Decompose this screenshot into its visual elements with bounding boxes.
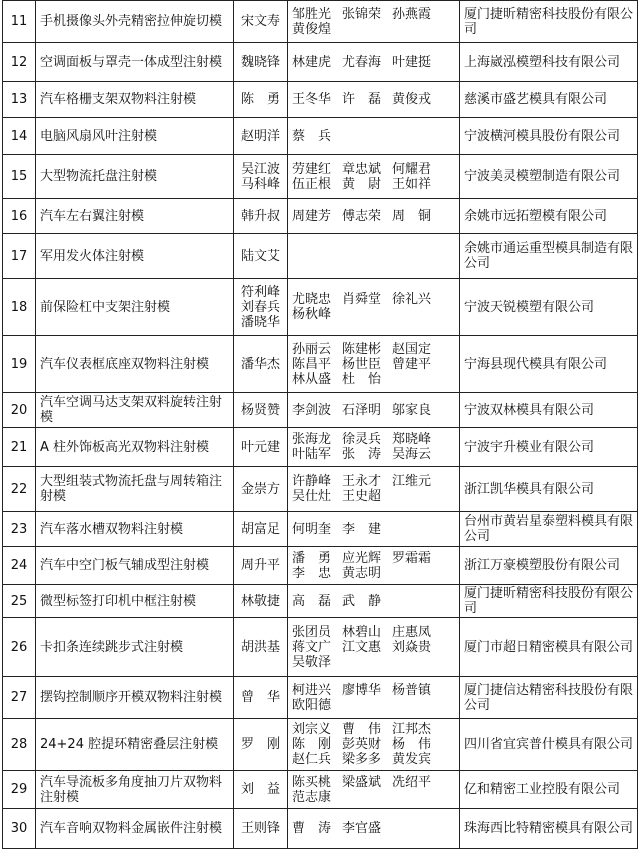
company-name: 宁波双林模具有限公司	[460, 393, 638, 428]
company-name: 四川省宜宾普什模具有限公司	[460, 719, 638, 771]
company-name: 宁波天锐模塑有限公司	[460, 279, 638, 336]
member-name: 武 静	[342, 593, 382, 609]
leader-name: 韩升叔	[240, 208, 280, 224]
table-row	[3, 771, 638, 809]
member-line	[292, 292, 455, 307]
team-members	[288, 512, 460, 547]
project-name: 大型物流托盘注射模	[36, 155, 234, 199]
member-name: 应光辉	[342, 550, 382, 566]
member-line	[292, 55, 455, 70]
project-name: 汽车空调马达支架双料旋转注射模	[36, 393, 234, 428]
team-members	[288, 1, 460, 43]
table-row	[3, 118, 638, 155]
member-name: 庄惠凤	[392, 624, 432, 640]
member-name: 赵国定	[392, 341, 432, 357]
member-name: 江邦杰	[392, 722, 432, 737]
member-name: 张团员	[292, 624, 332, 640]
member-name: 劳建红	[292, 161, 332, 177]
member-line	[292, 177, 455, 192]
member-name: 叶建挺	[392, 54, 432, 70]
member-name: 欧阳德	[292, 697, 332, 713]
project-name: A 柱外饰板高光双物料注射模	[36, 428, 234, 467]
member-name: 刘焱贵	[392, 639, 432, 655]
member-name: 陈买桃	[292, 774, 332, 790]
member-line	[292, 92, 455, 107]
company-name: 珠海西比特精密模具有限公司	[460, 809, 638, 849]
leader-name: 符利峰	[240, 284, 280, 300]
member-line	[292, 594, 455, 609]
project-name: 大型组装式物流托盘与周转箱注射模	[36, 467, 234, 512]
company-name: 余姚市通运重型模具制造有限公司	[460, 234, 638, 279]
project-name: 汽车落水槽双物料注射模	[36, 512, 234, 547]
member-line	[292, 640, 455, 655]
member-name: 徐灵兵	[342, 432, 382, 447]
table-row	[3, 82, 638, 118]
project-name: 前保险杠中支架注射模	[36, 279, 234, 336]
leader-name: 刘 益	[240, 782, 280, 797]
project-leaders	[234, 547, 288, 585]
leader-name: 叶元建	[240, 439, 280, 455]
member-name: 张 涛	[342, 447, 382, 462]
team-members	[288, 547, 460, 585]
project-leaders	[234, 719, 288, 771]
table-row	[3, 279, 638, 336]
member-name: 孙丽云	[292, 341, 332, 357]
member-name: 李 忠	[292, 565, 332, 581]
member-name: 蔡 兵	[292, 128, 332, 144]
leader-name: 胡富足	[240, 521, 280, 537]
row-number: 28	[3, 719, 36, 771]
project-name: 24+24 腔提环精密叠层注射模	[36, 719, 234, 771]
project-leaders	[234, 279, 288, 336]
row-number: 16	[3, 199, 36, 234]
member-line	[292, 129, 455, 144]
project-leaders	[234, 809, 288, 849]
member-name: 黄俊煌	[292, 21, 332, 37]
project-leaders	[234, 43, 288, 82]
member-name: 何耀君	[392, 161, 432, 177]
row-number: 20	[3, 393, 36, 428]
company-name: 厦门捷昕精密科技股份有限公司	[460, 585, 638, 618]
member-name: 叶陆军	[292, 447, 332, 462]
member-name: 廖博华	[342, 682, 382, 698]
member-line	[292, 821, 455, 836]
member-name: 林建虎	[292, 54, 332, 70]
team-members	[288, 43, 460, 82]
member-line	[292, 522, 455, 537]
member-name: 许 磊	[342, 92, 382, 107]
member-line	[292, 551, 455, 566]
company-name: 厦门市超日精密模具有限公司	[460, 618, 638, 677]
member-name: 梁多多	[342, 752, 382, 767]
member-name: 伍正根	[292, 176, 332, 192]
project-leaders	[234, 512, 288, 547]
member-name: 罗霜霜	[392, 550, 432, 566]
member-name: 孙燕霞	[392, 6, 432, 22]
member-name: 张锦荣	[342, 6, 382, 22]
member-line	[292, 790, 455, 805]
company-name: 余姚市远拓塑模有限公司	[460, 199, 638, 234]
member-name: 陈昌平	[292, 356, 332, 372]
project-name: 汽车音响双物料金属嵌件注射模	[36, 809, 234, 849]
row-number: 27	[3, 677, 36, 719]
member-line	[292, 307, 455, 322]
company-name: 台州市黄岩星泰塑料模具有限公司	[460, 512, 638, 547]
leader-name: 刘春兵	[240, 299, 280, 315]
row-number: 21	[3, 428, 36, 467]
row-number: 26	[3, 618, 36, 677]
member-line	[292, 474, 455, 489]
company-name: 厦门捷信达精密科技股份有限公司	[460, 677, 638, 719]
team-members	[288, 234, 460, 279]
member-name: 邬家良	[392, 402, 432, 418]
project-name: 手机摄像头外壳精密拉伸旋切模	[36, 1, 234, 43]
member-name: 林从盛	[292, 371, 332, 387]
company-name: 浙江万豪模塑股份有限公司	[460, 547, 638, 585]
member-name: 周建芳	[292, 208, 332, 224]
table-row	[3, 719, 638, 771]
member-line	[292, 737, 455, 752]
team-members	[288, 428, 460, 467]
member-line	[292, 489, 455, 504]
leader-name: 杨贤赞	[240, 402, 280, 418]
member-name: 杨秋峰	[292, 307, 332, 322]
row-number: 22	[3, 467, 36, 512]
row-number: 25	[3, 585, 36, 618]
leader-name: 马科峰	[240, 176, 280, 192]
member-name: 江文惠	[342, 639, 382, 655]
member-line	[292, 209, 455, 224]
team-members	[288, 677, 460, 719]
project-leaders	[234, 82, 288, 118]
member-name: 周 铜	[392, 208, 432, 224]
member-line	[292, 655, 455, 670]
project-leaders	[234, 585, 288, 618]
team-members	[288, 719, 460, 771]
member-name: 杨普镇	[392, 682, 432, 698]
project-name: 卡扣条连续跳步式注射模	[36, 618, 234, 677]
member-name: 吴敬泽	[292, 654, 332, 670]
member-name: 尤晓忠	[292, 292, 332, 307]
member-line	[292, 432, 455, 447]
project-leaders	[234, 118, 288, 155]
member-name: 王如祥	[392, 176, 432, 192]
member-name: 柯进兴	[292, 682, 332, 698]
row-number: 14	[3, 118, 36, 155]
team-members	[288, 199, 460, 234]
member-name: 潘 勇	[292, 550, 332, 566]
member-line	[292, 775, 455, 790]
member-name: 傅志荣	[342, 208, 382, 224]
project-leaders	[234, 155, 288, 199]
member-line	[292, 566, 455, 581]
leader-name: 潘华杰	[240, 356, 280, 372]
member-name: 尤春海	[342, 54, 382, 70]
member-name: 彭英财	[342, 737, 382, 752]
member-line	[292, 342, 455, 357]
member-name: 黄志明	[342, 565, 382, 581]
team-members	[288, 279, 460, 336]
team-members	[288, 336, 460, 393]
award-table	[2, 0, 638, 849]
member-name: 徐礼兴	[392, 292, 432, 307]
project-leaders	[234, 618, 288, 677]
table-row	[3, 618, 638, 677]
leader-name: 陈 勇	[240, 92, 280, 107]
table-row	[3, 428, 638, 467]
member-name: 何明奎	[292, 521, 332, 537]
member-name: 李 建	[342, 521, 382, 537]
member-name: 杨 伟	[392, 737, 432, 752]
leader-name: 曾 华	[240, 690, 280, 705]
leader-name: 赵明洋	[240, 128, 280, 144]
row-number: 30	[3, 809, 36, 849]
leader-name: 潘晓华	[240, 314, 280, 330]
project-name: 汽车左右翼注射模	[36, 199, 234, 234]
member-name: 杜 怡	[342, 371, 382, 387]
member-line	[292, 683, 455, 698]
project-leaders	[234, 467, 288, 512]
member-name: 吴海云	[392, 447, 432, 462]
member-name: 曾建平	[392, 356, 432, 372]
company-name: 厦门捷昕精密科技股份有限公司	[460, 1, 638, 43]
leader-name: 吴江波	[240, 161, 280, 177]
table-row	[3, 677, 638, 719]
member-name: 石泽明	[342, 402, 382, 418]
member-name: 黄发宾	[392, 752, 432, 767]
member-name: 吴仕灶	[292, 489, 332, 504]
team-members	[288, 467, 460, 512]
member-name: 张海龙	[292, 432, 332, 447]
row-number: 18	[3, 279, 36, 336]
member-name: 蒋文广	[292, 639, 332, 655]
project-name: 军用发火体注射模	[36, 234, 234, 279]
row-number: 17	[3, 234, 36, 279]
row-number: 15	[3, 155, 36, 199]
company-name: 浙江凯华模具有限公司	[460, 467, 638, 512]
member-name: 黄俊戎	[392, 92, 432, 107]
project-leaders	[234, 234, 288, 279]
member-name: 陈 刚	[292, 737, 332, 752]
member-line	[292, 698, 455, 713]
member-line	[292, 357, 455, 372]
company-name: 上海崴泓模塑科技有限公司	[460, 43, 638, 82]
table-row	[3, 547, 638, 585]
leader-name: 魏晓锋	[240, 54, 280, 70]
team-members	[288, 82, 460, 118]
member-name: 林碧山	[342, 624, 382, 640]
member-line	[292, 22, 455, 37]
member-line	[292, 162, 455, 177]
member-name: 章忠斌	[342, 161, 382, 177]
team-members	[288, 118, 460, 155]
member-name: 曹 涛	[292, 821, 332, 836]
member-name: 李剑波	[292, 402, 332, 418]
project-leaders	[234, 336, 288, 393]
member-line	[292, 7, 455, 22]
row-number: 29	[3, 771, 36, 809]
table-row	[3, 234, 638, 279]
member-name: 肖舜堂	[342, 292, 382, 307]
team-members	[288, 585, 460, 618]
team-members	[288, 393, 460, 428]
leader-name: 林敬捷	[240, 593, 280, 609]
row-number: 23	[3, 512, 36, 547]
project-leaders	[234, 1, 288, 43]
table-row	[3, 585, 638, 618]
leader-name: 宋文寿	[240, 14, 280, 29]
project-leaders	[234, 393, 288, 428]
member-line	[292, 752, 455, 767]
member-line	[292, 625, 455, 640]
member-name: 冼绍平	[392, 774, 432, 790]
table-row	[3, 155, 638, 199]
member-name: 许静峰	[292, 474, 332, 489]
row-number: 24	[3, 547, 36, 585]
member-name: 王史超	[342, 489, 382, 504]
project-name: 微型标签打印机中框注射模	[36, 585, 234, 618]
table-row	[3, 809, 638, 849]
project-leaders	[234, 771, 288, 809]
company-name: 宁海县现代模具有限公司	[460, 336, 638, 393]
team-members	[288, 155, 460, 199]
project-name: 摆钩控制顺序开模双物料注射模	[36, 677, 234, 719]
company-name: 宁波美灵模塑制造有限公司	[460, 155, 638, 199]
project-leaders	[234, 199, 288, 234]
table-row	[3, 512, 638, 547]
leader-name: 胡洪基	[240, 639, 280, 655]
member-name: 赵仁兵	[292, 752, 332, 767]
leader-name: 王则锋	[240, 821, 280, 836]
member-name: 江维元	[392, 474, 432, 489]
row-number: 11	[3, 1, 36, 43]
company-name: 宁波横河模具股份有限公司	[460, 118, 638, 155]
project-name: 汽车格栅支架双物料注射模	[36, 82, 234, 118]
project-name: 电脑风扇风叶注射模	[36, 118, 234, 155]
member-name: 梁盛斌	[342, 774, 382, 790]
member-name: 杨世臣	[342, 356, 382, 372]
project-name: 空调面板与罩壳一体成型注射模	[36, 43, 234, 82]
table-row	[3, 393, 638, 428]
leader-name: 周升平	[240, 558, 280, 573]
member-name: 陈建彬	[342, 341, 382, 357]
member-name: 邹胜光	[292, 6, 332, 22]
leader-name: 陆文艾	[240, 248, 280, 264]
row-number: 13	[3, 82, 36, 118]
company-name: 宁波宇升模业有限公司	[460, 428, 638, 467]
company-name: 慈溪市盛艺模具有限公司	[460, 82, 638, 118]
leader-name: 罗 刚	[240, 737, 280, 752]
member-line	[292, 722, 455, 737]
table-row	[3, 199, 638, 234]
member-name: 王冬华	[292, 92, 332, 107]
member-name: 刘宗义	[292, 722, 332, 737]
company-name: 亿和精密工业控股有限公司	[460, 771, 638, 809]
row-number: 12	[3, 43, 36, 82]
member-name: 黄 尉	[342, 176, 382, 192]
member-line	[292, 372, 455, 387]
team-members	[288, 809, 460, 849]
table-row	[3, 43, 638, 82]
table-row	[3, 336, 638, 393]
member-line	[292, 447, 455, 462]
member-name: 范志康	[292, 789, 332, 805]
project-leaders	[234, 428, 288, 467]
table-row	[3, 467, 638, 512]
member-line	[292, 403, 455, 418]
row-number: 19	[3, 336, 36, 393]
member-name: 李官盛	[342, 821, 382, 836]
table-row	[3, 1, 638, 43]
team-members	[288, 771, 460, 809]
leader-name: 金崇方	[240, 481, 280, 497]
team-members	[288, 618, 460, 677]
project-name: 汽车导流板多角度抽刀片双物料注射模	[36, 771, 234, 809]
member-name: 王永才	[342, 474, 382, 489]
project-name: 汽车仪表框底座双物料注射模	[36, 336, 234, 393]
member-name: 郑晓峰	[392, 432, 432, 447]
member-name: 曹 伟	[342, 722, 382, 737]
member-name: 高 磊	[292, 593, 332, 609]
project-name: 汽车中空门板气辅成型注射模	[36, 547, 234, 585]
project-leaders	[234, 677, 288, 719]
